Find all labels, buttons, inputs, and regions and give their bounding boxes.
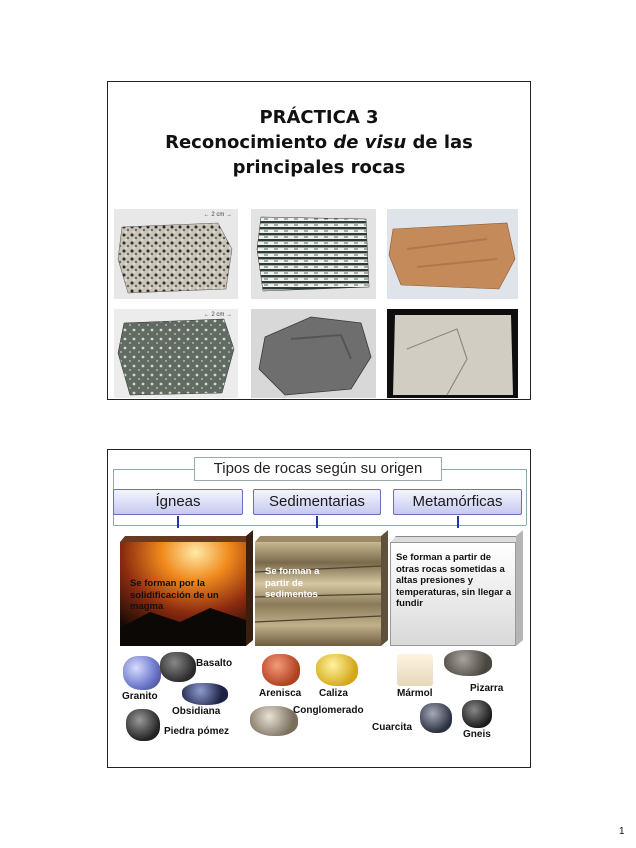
porphyry-photo (114, 309, 238, 398)
cuarcita-rock (420, 703, 452, 733)
conglomerado-rock (250, 706, 298, 736)
piedra-pomez-label: Piedra pómez (164, 726, 230, 737)
basalt-photo (251, 309, 376, 398)
marmol-label: Mármol (397, 688, 433, 699)
caliza-rock (316, 654, 358, 686)
sedimentary-description: Se forman a partir de sedimentos (265, 566, 320, 600)
cuarcita-label: Cuarcita (372, 722, 413, 733)
piedra-pomez-rock (126, 709, 160, 741)
caliza-label: Caliza (319, 688, 348, 699)
title-line-2-post: de las (406, 132, 473, 153)
sedimentary-block (255, 542, 381, 646)
arenisca-rock (262, 654, 300, 686)
limestone-photo (387, 309, 518, 398)
obsidiana-label: Obsidiana (172, 706, 221, 717)
granito-label: Granito (122, 691, 158, 702)
category-metamorphic: Metamórficas (393, 489, 522, 515)
category-sedimentary: Sedimentarias (253, 489, 381, 515)
gneis-label: Gneis (463, 729, 491, 740)
arenisca-label: Arenisca (259, 688, 302, 699)
scale-label-2: ← 2 cm → (203, 312, 232, 318)
conglomerado-label: Conglomerado (293, 705, 364, 716)
obsidiana-rock (182, 683, 228, 705)
igneous-description: Se forman por la solidificación de un magma (130, 578, 219, 612)
metamorphic-block (390, 542, 516, 646)
gneiss-photo (251, 209, 376, 299)
sandstone-photo (387, 209, 518, 299)
slide-2 (107, 449, 531, 768)
title-line-2 (108, 130, 530, 155)
title-line-3: principales rocas (232, 157, 406, 178)
slide-title (108, 105, 530, 180)
title-line-2-italic: de visu (333, 132, 407, 153)
title-line-2-pre: Reconocimiento (165, 132, 334, 153)
pizarra-rock (444, 650, 492, 676)
basalto-rock (160, 652, 196, 682)
igneous-block (120, 542, 246, 646)
origin-title: Tipos de rocas según su origen (194, 457, 442, 481)
basalto-label: Basalto (196, 658, 233, 669)
metamorphic-description: Se forman a partir de otras rocas sometidas a altas presiones y temperaturas, sin llegar a fundir (396, 552, 512, 609)
category-igneous: Ígneas (113, 489, 243, 515)
gneis-rock (462, 700, 492, 728)
granito-rock (123, 656, 161, 690)
scale-label: ← 2 cm → (203, 212, 232, 218)
granite-photo (114, 209, 238, 299)
page-number: 1 (619, 826, 625, 837)
title-line-1: PRÁCTICA 3 (259, 107, 379, 128)
pizarra-label: Pizarra (470, 683, 504, 694)
slide-1 (107, 81, 531, 400)
marmol-rock (397, 654, 433, 686)
